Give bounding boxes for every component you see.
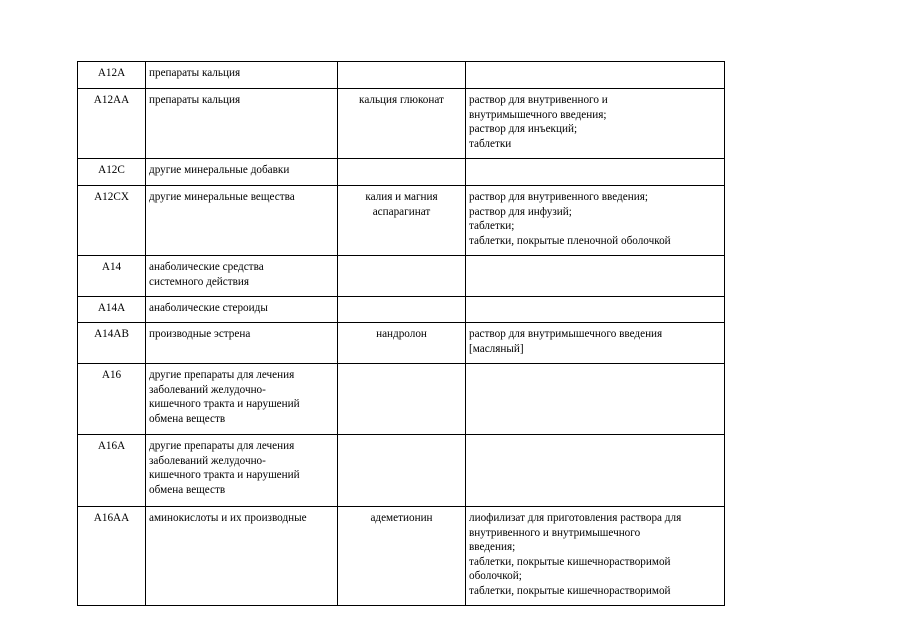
drug-name-line: аспарагинат <box>372 205 431 218</box>
dosage-form-line: таблетки; <box>469 220 515 233</box>
group-name-line: обмена веществ <box>149 412 226 425</box>
table-row <box>78 323 725 364</box>
drug-name-cell <box>338 89 466 159</box>
drug-name-cell <box>338 186 466 256</box>
group-name-line: другие препараты для лечения <box>149 440 295 452</box>
dosage-form-line: лиофилизат для приготовления раствора для <box>469 512 682 524</box>
group-name-cell <box>146 364 338 435</box>
dosage-form-line: таблетки, покрытые пленочной оболочкой <box>469 234 671 247</box>
group-name-cell <box>146 186 338 256</box>
dosage-form-line: введения; <box>469 541 516 554</box>
group-name-line: заболеваний желудочно- <box>149 383 266 396</box>
dosage-form-line: таблетки, покрытые кишечнорастворимой <box>469 555 671 568</box>
table-row <box>78 364 725 435</box>
dosage-form-line: раствор для инъекций; <box>469 123 578 136</box>
group-name-cell <box>146 507 338 606</box>
group-name-cell <box>146 62 338 89</box>
group-name-line: другие препараты для лечения <box>149 369 295 381</box>
atc-code-cell: A16AA <box>78 507 146 606</box>
drug-table <box>77 61 725 606</box>
group-name-line: препараты кальция <box>149 67 241 79</box>
drug-name-line: нандролон <box>376 328 427 340</box>
group-name-line: анаболические средства <box>149 261 264 273</box>
dosage-form-cell <box>466 186 725 256</box>
drug-name-cell <box>338 159 466 186</box>
group-name-line: системного действия <box>149 275 250 288</box>
table-row <box>78 159 725 186</box>
group-name-line: анаболические стероиды <box>149 302 268 314</box>
dosage-form-cell <box>466 435 725 507</box>
group-name-line: другие минеральные добавки <box>149 164 290 176</box>
atc-code-cell: A12AA <box>78 89 146 159</box>
dosage-form-cell <box>466 297 725 323</box>
drug-name-line: адеметионин <box>370 512 433 524</box>
group-name-line: кишечного тракта и нарушений <box>149 469 300 482</box>
dosage-form-line: [масляный] <box>469 342 524 355</box>
drug-name-cell <box>338 62 466 89</box>
drug-name-line: кальция глюконат <box>359 94 444 106</box>
dosage-form-line: внутривенного и внутримышечного <box>469 526 641 539</box>
dosage-form-cell <box>466 507 725 606</box>
group-name-line: кишечного тракта и нарушений <box>149 398 300 411</box>
drug-name-cell <box>338 435 466 507</box>
dosage-form-line: оболочкой; <box>469 570 522 583</box>
table-row <box>78 297 725 323</box>
dosage-form-cell <box>466 256 725 297</box>
atc-code-cell: A16A <box>78 435 146 507</box>
dosage-form-cell <box>466 159 725 186</box>
drug-name-cell <box>338 364 466 435</box>
dosage-form-cell <box>466 62 725 89</box>
table-row <box>78 507 725 606</box>
drug-name-cell <box>338 507 466 606</box>
dosage-form-line: таблетки, покрытые кишечнорастворимой <box>469 584 671 597</box>
atc-code-cell: A14 <box>78 256 146 297</box>
atc-code-cell: A12C <box>78 159 146 186</box>
dosage-form-cell <box>466 89 725 159</box>
group-name-cell <box>146 159 338 186</box>
dosage-form-line: раствор для внутримышечного введения <box>469 328 663 340</box>
dosage-form-line: раствор для инфузий; <box>469 205 572 218</box>
atc-code-cell: A16 <box>78 364 146 435</box>
group-name-cell <box>146 435 338 507</box>
table-row <box>78 62 725 89</box>
atc-code-cell: A12A <box>78 62 146 89</box>
group-name-line: препараты кальция <box>149 94 241 106</box>
dosage-form-line: внутримышечного введения; <box>469 108 607 121</box>
table-row <box>78 435 725 507</box>
atc-code-cell: A14AB <box>78 323 146 364</box>
group-name-line: заболеваний желудочно- <box>149 454 266 467</box>
dosage-form-line: раствор для внутривенного введения; <box>469 191 648 203</box>
group-name-line: обмена веществ <box>149 483 226 496</box>
dosage-form-line: таблетки <box>469 137 512 150</box>
dosage-form-line: раствор для внутривенного и <box>469 94 608 106</box>
group-name-cell <box>146 297 338 323</box>
table-row <box>78 256 725 297</box>
group-name-line: аминокислоты и их производные <box>149 512 307 524</box>
atc-code-cell: A14A <box>78 297 146 323</box>
table-row <box>78 89 725 159</box>
group-name-line: производные эстрена <box>149 328 251 340</box>
drug-name-cell <box>338 323 466 364</box>
drug-name-cell <box>338 297 466 323</box>
drug-name-cell <box>338 256 466 297</box>
group-name-cell <box>146 256 338 297</box>
dosage-form-cell <box>466 323 725 364</box>
group-name-line: другие минеральные вещества <box>149 191 295 203</box>
dosage-form-cell <box>466 364 725 435</box>
table-row <box>78 186 725 256</box>
group-name-cell <box>146 323 338 364</box>
drug-name-line: калия и магния <box>365 191 438 203</box>
group-name-cell <box>146 89 338 159</box>
drug-table-body <box>78 62 725 606</box>
atc-code-cell: A12CX <box>78 186 146 256</box>
